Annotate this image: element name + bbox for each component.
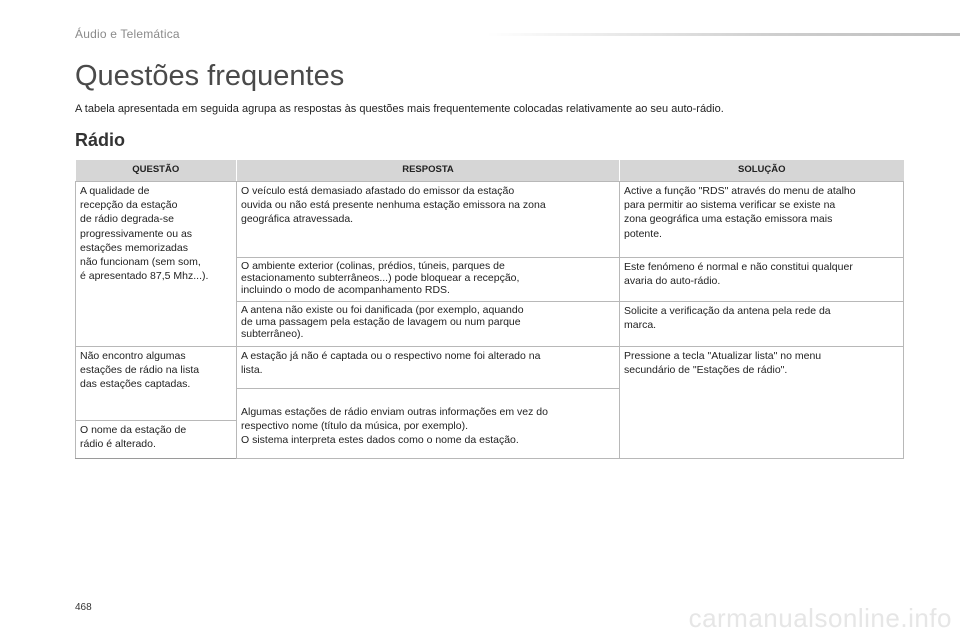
solution-cell: Solicite a verificação da antena pela rede da marca. <box>620 302 904 347</box>
question-cell: Não encontro algumas estações de rádio na lista das estações captadas. <box>76 347 237 421</box>
section-header: Áudio e Telemática <box>75 27 180 41</box>
answer-cell: O ambiente exterior (colinas, prédios, túneis, parques de estacionamento subterrâneos...) pode bloquear a recepção, incluindo o modo de acompanhamento RDS. <box>237 258 620 302</box>
answer-cell: A estação já não é captada ou o respectivo nome foi alterado na lista. <box>237 347 620 389</box>
solution-cell: Pressione a tecla "Atualizar lista" no menu secundário de "Estações de rádio". <box>620 347 904 459</box>
answer-cell: A antena não existe ou foi danificada (por exemplo, aquando de uma passagem pela estação de lavagem ou num parque subterrâneo). <box>237 302 620 347</box>
table-row <box>76 182 904 258</box>
table-row <box>76 347 904 389</box>
solution-cell: Este fenómeno é normal e não constitui qualquer avaria do auto-rádio. <box>620 258 904 302</box>
header-divider <box>487 33 960 36</box>
question-cell: O nome da estação de rádio é alterado. <box>76 421 237 459</box>
faq-table <box>75 160 904 459</box>
page-title: Questões frequentes <box>75 60 345 92</box>
answer-cell: O veículo está demasiado afastado do emissor da estação ouvida ou não está presente nenhuma estação emissora na zona geográfica atravessada. <box>237 182 620 258</box>
solution-cell: Active a função "RDS" através do menu de atalho para permitir ao sistema verificar se existe na zona geográfica uma estação emissora mais potente. <box>620 182 904 258</box>
section-subtitle: Rádio <box>75 130 126 150</box>
question-cell: A qualidade de recepção da estação de rádio degrada-se progressivamente ou as estações memorizadas não funcionam (sem som, é apresentado 87,5 Mhz...). <box>76 182 237 347</box>
header-question: QUESTÃO <box>76 160 237 182</box>
header-answer: RESPOSTA <box>237 160 620 182</box>
table-header-row <box>76 160 904 182</box>
answer-cell: Algumas estações de rádio enviam outras informações em vez do respectivo nome (título da música, por exemplo). O sistema interpreta estes dados como o nome da estação. <box>237 389 620 459</box>
header-solution: SOLUÇÃO <box>620 160 904 182</box>
page-number: 468 <box>75 602 92 613</box>
intro-text: A tabela apresentada em seguida agrupa as respostas às questões mais frequentemente colocadas relativamente ao seu auto-rádio. <box>75 103 724 115</box>
watermark: carmanualsonline.info <box>688 603 952 633</box>
